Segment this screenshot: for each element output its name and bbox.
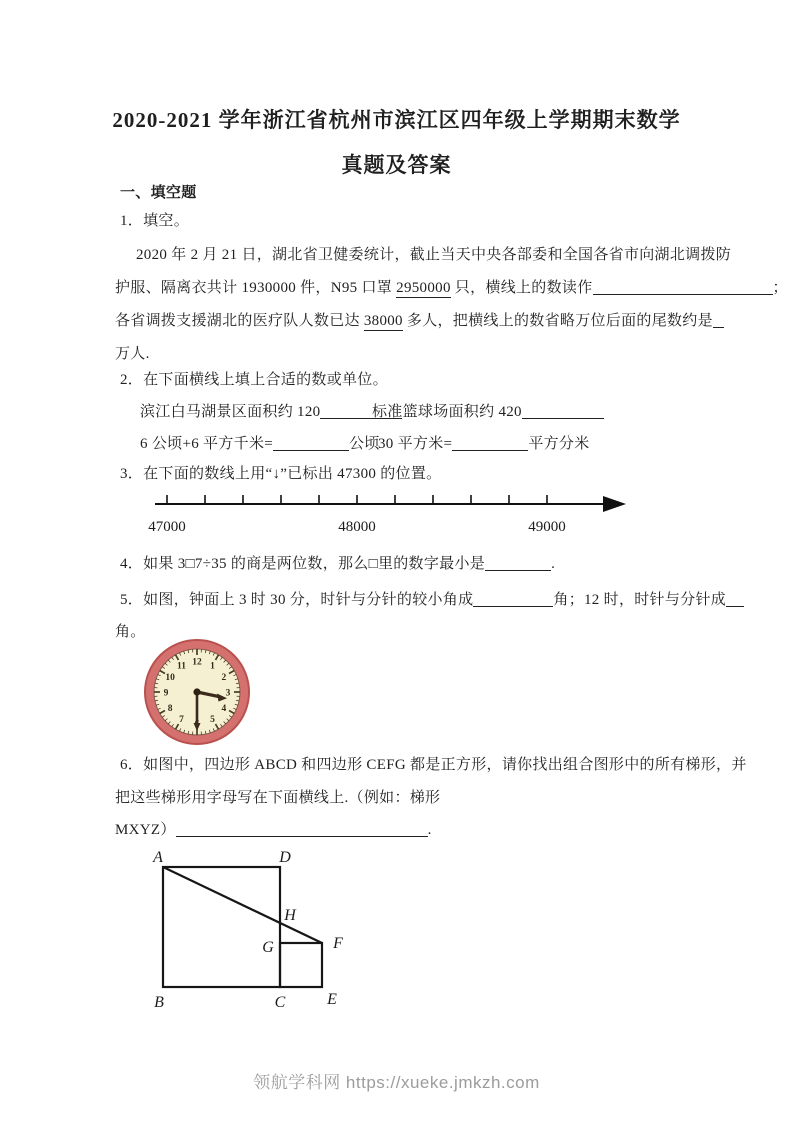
svg-text:8: 8 bbox=[167, 703, 173, 714]
vertex-label-G: G bbox=[262, 939, 274, 956]
q1-line2-end: ； bbox=[772, 280, 788, 296]
svg-text:12: 12 bbox=[192, 657, 202, 668]
vertex-label-F: F bbox=[333, 935, 343, 952]
axis-label-49000: 49000 bbox=[528, 519, 566, 535]
q1-line4: 万人. bbox=[115, 346, 150, 362]
q2-label: 2．在下面横线上填上合适的数或单位。 bbox=[120, 372, 388, 388]
page-title-line1: 2020-2021 学年浙江省杭州市滨江区四年级上学期期末数学 bbox=[112, 108, 681, 132]
section-header: 一、填空题 bbox=[120, 185, 197, 201]
svg-text:7: 7 bbox=[179, 715, 184, 726]
svg-text:1: 1 bbox=[210, 661, 215, 672]
q6-line1: 6．如图中，四边形 ABCD 和四边形 CEFG 都是正方形，请你找出组合图形中的所有梯形，并 bbox=[120, 757, 747, 773]
svg-text:9: 9 bbox=[163, 688, 169, 699]
svg-text:4: 4 bbox=[221, 703, 227, 714]
q2-row2-left-unit: 公顷 bbox=[349, 436, 380, 452]
q4-end: . bbox=[551, 556, 556, 572]
q6-line3-pre: MXYZ） bbox=[115, 822, 176, 838]
diagonal-AF bbox=[163, 867, 322, 943]
q1-answer-blank-1 bbox=[593, 279, 773, 295]
svg-text:2: 2 bbox=[221, 672, 227, 683]
q1-line2-underlined-number: 2950000 bbox=[396, 280, 451, 296]
q1-line3 bbox=[115, 309, 724, 330]
q1-line3-mid: 多人，把横线上的数省略万位后面的尾数约是 bbox=[402, 313, 713, 329]
q2-blank-3 bbox=[273, 435, 349, 451]
vertex-label-D: D bbox=[279, 849, 291, 866]
clock-figure bbox=[141, 636, 253, 748]
q4-answer-blank bbox=[485, 555, 551, 571]
q2-row2-left bbox=[140, 432, 380, 453]
square-ABCD bbox=[163, 867, 280, 987]
q1-label: 1．填空。 bbox=[120, 213, 190, 229]
vertex-label-A: A bbox=[153, 849, 163, 866]
q2-row2-right-unit: 平方分米 bbox=[528, 436, 590, 452]
q5-line1 bbox=[120, 588, 744, 609]
vertex-label-C: C bbox=[274, 994, 286, 1011]
q1-line3-pre: 各省调拨支援湖北的医疗队人数已达 bbox=[115, 313, 364, 329]
q5-line1-mid: 角；12 时，时针与分针成 bbox=[553, 592, 727, 608]
q1-line2-pre: 护服、隔离衣共计 1930000 件，N95 口罩 bbox=[115, 280, 397, 296]
q2-blank-2 bbox=[522, 403, 604, 419]
q5-answer-blank-2 bbox=[726, 591, 744, 607]
axis-label-47000: 47000 bbox=[148, 519, 186, 535]
q2-row1-right bbox=[372, 400, 604, 421]
q6-line3-end: . bbox=[427, 822, 432, 838]
q2-row2-right bbox=[378, 432, 590, 453]
page-title-line2: 真题及答案 bbox=[341, 153, 452, 177]
q2-row2-right-pre: 30 平方米= bbox=[378, 436, 453, 452]
q4-pre: 4．如果 3□7÷35 的商是两位数，那么□里的数字最小是 bbox=[120, 556, 486, 572]
geometry-figure bbox=[135, 845, 365, 1015]
q6-line2: 把这些梯形用字母写在下面横线上.（例如：梯形 bbox=[115, 790, 441, 806]
q3-label: 3．在下面的数线上用“↓”已标出 47300 的位置。 bbox=[120, 466, 442, 482]
q5-line2: 角。 bbox=[115, 624, 146, 640]
q5-line1-pre: 5．如图，钟面上 3 时 30 分，时针与分针的较小角成 bbox=[120, 592, 474, 608]
number-line-arrowhead-icon bbox=[603, 496, 626, 512]
svg-text:10: 10 bbox=[165, 672, 175, 683]
number-line-ticks bbox=[167, 495, 547, 504]
q1-line3-underlined-number: 38000 bbox=[363, 313, 403, 329]
vertex-label-E: E bbox=[327, 991, 337, 1008]
q2-row2-left-pre: 6 公顷+6 平方千米= bbox=[140, 436, 274, 452]
q1-line2-mid: 只，横线上的数读作 bbox=[450, 280, 593, 296]
q1-line1: 2020 年 2 月 21 日，湖北省卫健委统计，截止当天中央各部委和全国各省市向湖北调拨防 bbox=[136, 247, 732, 263]
number-line-figure bbox=[133, 486, 653, 542]
vertex-label-H: H bbox=[284, 907, 296, 924]
svg-text:5: 5 bbox=[210, 715, 215, 726]
q1-line2 bbox=[115, 276, 788, 297]
q1-answer-blank-2 bbox=[713, 312, 724, 328]
clock-center-pin bbox=[193, 688, 200, 695]
q2-row1-left bbox=[140, 400, 402, 421]
svg-text:11: 11 bbox=[177, 661, 186, 672]
q2-row1-left-text: 滨江白马湖景区面积约 120 bbox=[140, 404, 321, 420]
svg-text:3: 3 bbox=[225, 688, 231, 699]
q6-answer-blank bbox=[176, 821, 428, 837]
q2-blank-4 bbox=[452, 435, 528, 451]
q5-answer-blank-1 bbox=[473, 591, 553, 607]
axis-label-48000: 48000 bbox=[338, 519, 376, 535]
q2-row1-right-text: 标准篮球场面积约 420 bbox=[372, 404, 522, 420]
vertex-label-B: B bbox=[154, 994, 164, 1011]
watermark-footer: 领航学科网 https://xueke.jmkzh.com bbox=[253, 1073, 540, 1092]
square-CEFG bbox=[280, 943, 322, 987]
q4-label bbox=[120, 552, 555, 573]
q6-line3 bbox=[115, 818, 432, 839]
